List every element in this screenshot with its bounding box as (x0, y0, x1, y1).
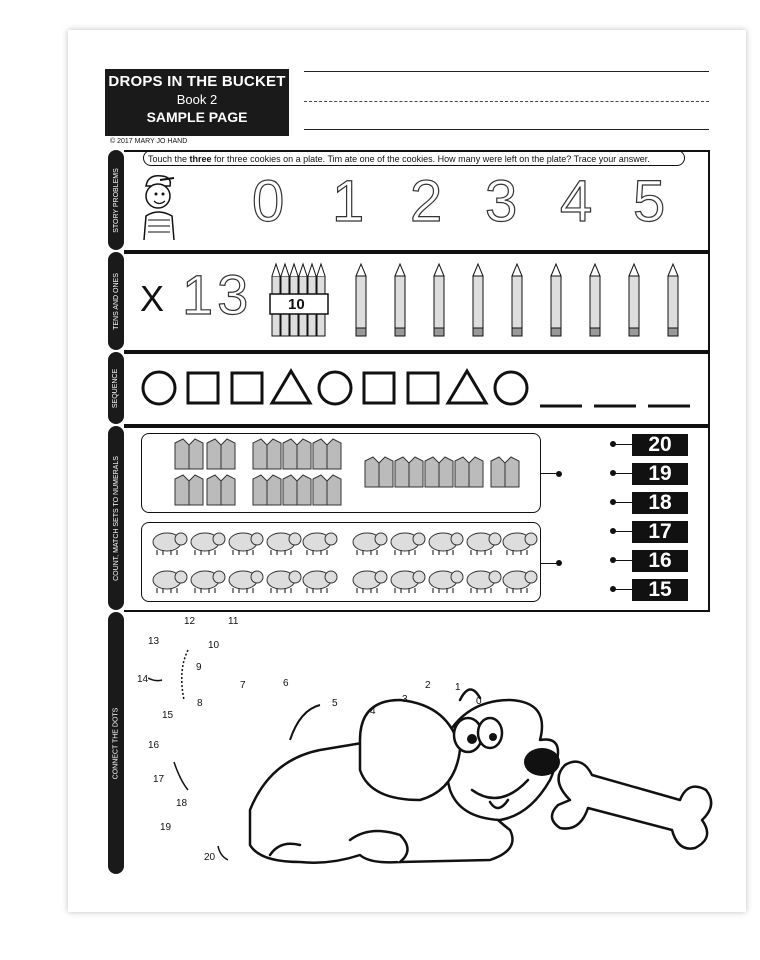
name-line[interactable] (304, 71, 709, 72)
digit-5[interactable]: 5 (633, 169, 666, 234)
dot-label-5: 5 (332, 698, 338, 709)
pencil-icon (668, 264, 678, 336)
pencils-group (350, 262, 700, 340)
vest-icon (313, 475, 341, 505)
numeral-18: 18 (632, 492, 688, 514)
puppy-bone-icon (210, 640, 720, 875)
triangle-shape (448, 371, 486, 403)
dot-label-3: 3 (402, 694, 408, 705)
dot-label-6: 6 (283, 678, 289, 689)
pig-icon (391, 533, 425, 555)
pig-icon (153, 571, 187, 593)
circle-shape (143, 372, 175, 404)
vest-icon (283, 475, 311, 505)
pencil-icon (551, 264, 561, 336)
numeral-line (614, 473, 632, 474)
triangle-shape (272, 371, 310, 403)
x-mark: X (140, 278, 165, 319)
dot-label-4: 4 (370, 706, 376, 717)
numeral-17: 17 (632, 521, 688, 543)
vest-icon (175, 475, 203, 505)
vest-set (141, 433, 541, 513)
boy-icon (134, 168, 184, 244)
dot-label-2: 2 (425, 680, 431, 691)
pig-icon (153, 533, 187, 555)
vest-icon (253, 439, 281, 469)
numeral-line (614, 560, 632, 561)
vest-dot[interactable] (556, 471, 562, 477)
pig-icon (467, 571, 501, 593)
dot-trail (148, 640, 228, 870)
dot-label-16: 16 (148, 740, 160, 751)
dot-label-8: 8 (197, 698, 203, 709)
pig-icon (503, 533, 537, 555)
square-shape (232, 373, 262, 403)
dot-label-18: 18 (176, 798, 188, 809)
sample-label: SAMPLE PAGE (146, 109, 248, 125)
digit-1[interactable]: 1 (332, 169, 365, 234)
vest-icon (175, 439, 203, 469)
pig-set (141, 522, 541, 602)
digit-0[interactable]: 0 (252, 169, 285, 234)
dot-label-17: 17 (153, 774, 165, 785)
pig-icon (229, 533, 263, 555)
title-box (105, 69, 289, 136)
dot-label-0: 0 (476, 696, 482, 707)
numeral-20: 20 (632, 434, 688, 456)
story-prompt: Touch the three for three cookies on a plate. Tim ate one of the cookies. How many were left on the plate? Trace your answer. (143, 150, 685, 166)
dot-label-9: 9 (196, 662, 202, 673)
numeral-line (614, 444, 632, 445)
vest-icon (395, 457, 423, 487)
pencil-icon (473, 264, 483, 336)
copyright: © 2017 MARY JO HAND (110, 138, 188, 145)
tab-tens-and-ones: TENS AND ONES (108, 252, 124, 350)
dot-label-20: 20 (204, 852, 216, 863)
pencil-icon (512, 264, 522, 336)
numeral-line (614, 531, 632, 532)
pig-icon (267, 571, 301, 593)
numeral-16: 16 (632, 550, 688, 572)
bundle-label: 10 (288, 296, 305, 313)
vest-icon (491, 457, 519, 487)
vest-icon (425, 457, 453, 487)
pencil-icon (590, 264, 600, 336)
dot-label-11: 11 (228, 616, 239, 627)
dot-label-13: 13 (148, 636, 160, 647)
pig-icon (229, 571, 263, 593)
vest-icon (365, 457, 393, 487)
pig-icon (503, 571, 537, 593)
vest-icon (283, 439, 311, 469)
square-shape (188, 373, 218, 403)
pig-icon (267, 533, 301, 555)
vest-icon (253, 475, 281, 505)
vest-icon (313, 439, 341, 469)
square-shape (408, 373, 438, 403)
numeral-line (614, 502, 632, 503)
circle-shape (495, 372, 527, 404)
name-baseline (304, 129, 709, 130)
pig-icon (191, 533, 225, 555)
name-midline (304, 101, 709, 102)
book-label: Book 2 (176, 92, 218, 107)
dot-label-15: 15 (162, 710, 174, 721)
tens-number: 13 (182, 263, 253, 326)
pig-icon (353, 533, 387, 555)
pig-icon (303, 571, 337, 593)
dot-label-12: 12 (184, 616, 196, 627)
square-shape (364, 373, 394, 403)
tab-story-problems: STORY PROBLEMS (108, 150, 124, 250)
numeral-19: 19 (632, 463, 688, 485)
circle-shape (319, 372, 351, 404)
vest-icon (207, 439, 235, 469)
tab-count-match: COUNT, MATCH SETS TO NUMERALS (108, 426, 124, 610)
numeral-15: 15 (632, 579, 688, 601)
shape-sequence (136, 362, 696, 414)
digit-4[interactable]: 4 (560, 169, 593, 234)
dot-label-10: 10 (208, 640, 220, 651)
vest-icon (455, 457, 483, 487)
pig-icon (391, 571, 425, 593)
pig-dot[interactable] (556, 560, 562, 566)
pencil-icon (395, 264, 405, 336)
dot-label-7: 7 (240, 680, 246, 691)
pencil-icon (629, 264, 639, 336)
pencil-icon (356, 264, 366, 336)
worksheet-title: DROPS IN THE BUCKET (108, 73, 286, 90)
pig-icon (303, 533, 337, 555)
dot-label-19: 19 (160, 822, 172, 833)
digit-2[interactable]: 2 (410, 169, 443, 234)
tab-connect-dots: CONNECT THE DOTS (108, 612, 124, 874)
pencil-icon (434, 264, 444, 336)
tab-sequence: SEQUENCE (108, 352, 124, 424)
pig-icon (429, 571, 463, 593)
vest-icon (207, 475, 235, 505)
dot-label-14: 14 (137, 674, 149, 685)
pig-icon (191, 571, 225, 593)
numeral-line (614, 589, 632, 590)
pig-icon (429, 533, 463, 555)
dot-label-1: 1 (455, 682, 461, 693)
pig-icon (467, 533, 501, 555)
pig-icon (353, 571, 387, 593)
digit-3[interactable]: 3 (485, 169, 518, 234)
